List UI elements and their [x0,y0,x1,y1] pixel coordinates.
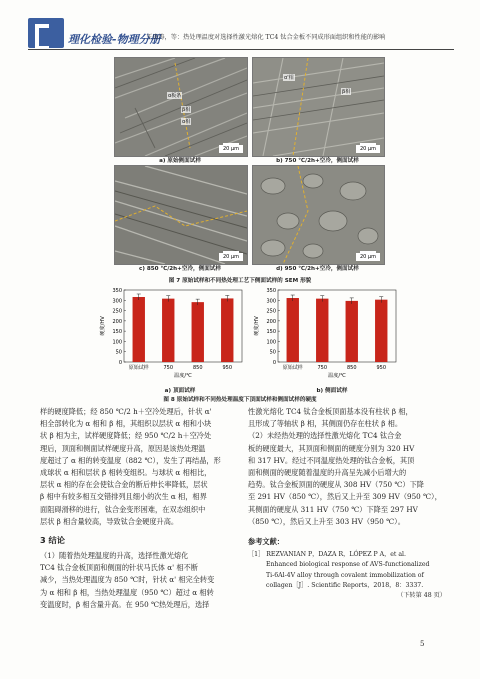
y-tick-label: 50 [269,349,276,356]
x-tick-label: 950 [222,365,233,371]
y-tick-label: 300 [266,298,276,305]
y-tick-label: 0 [118,360,122,366]
text-line: 和 317 HV。经过不同温度热处理的钛合金板，其顶 [248,455,415,465]
text-line: 减少，当热处理温度为 850 ℃时，针状 α' 相完全转变 [40,575,215,585]
y-tick-label: 200 [266,318,276,325]
sem-panel-a [114,57,248,157]
x-tick-label: 750 [317,365,328,371]
x-tick-label: 原始试样 [128,365,149,371]
text-line: 样的硬度降低；经 850 ℃/2 h＋空冷处理后，针状 α' [40,407,212,416]
caption-panel-a: a) 原始侧面试样 [159,158,201,164]
text-line: （1）随着热处理温度的升高，选择性激光熔化 [40,551,189,561]
section-title: 3 结论 [40,535,65,546]
chart-svg [250,286,400,384]
scale-bar: 20 μm [219,145,243,153]
text-line: （下转第 48 页） [397,592,446,600]
bar [192,302,204,362]
text-line: 趋势。钛合金板顶面的硬度从 308 HV（750 ℃）下降 [248,480,424,490]
y-tick-label: 50 [115,349,122,356]
y-tick-label: 0 [272,360,276,366]
text-line: （850 ℃），然后又上升至 303 HV（950 ℃）。 [248,516,405,526]
caption-panel-c: c) 850 ℃/2h+空冷，侧面试样 [139,266,221,272]
y-tick-label: 100 [112,339,122,346]
conclusion-paragraph [40,550,236,611]
text-line: Enhanced biological response of AVS-functionalized [266,561,430,569]
figure8-caption: 图 8 原始试样和不同热处理温度下顶面试样和侧面试样的硬度 [163,397,317,403]
bar [346,301,358,362]
y-tick-label: 150 [266,329,276,336]
y-tick-label: 150 [112,329,122,336]
reference-list [248,550,446,601]
caption-panel-d: d) 950 ℃/2h+空冷，侧面试样 [276,266,359,272]
chart-side-surface [250,286,400,384]
y-tick-label: 300 [112,298,122,305]
sem-panel-d [252,165,385,265]
text-line: 为 α 相和 β 相，当热处理温度（950 ℃）超过 α 相转 [40,587,214,597]
y-tick-label: 250 [112,308,122,315]
text-line: Ti-6Al-4V alloy through covalent immobilization of [266,571,424,579]
y-tick-label: 200 [112,318,122,325]
y-axis-label: 硬度/HV [100,316,106,336]
label-alpha-lath: α板条 [168,93,182,99]
y-axis-label: 硬度/HV [254,316,260,336]
running-title: 王贵涛，等：热处理温度对选择性激光熔化 TC4 钛合金板不同成形面组织和性能的影响 [146,34,386,41]
text-line: 其侧面的硬度从 311 HV（750 ℃）下降至 297 HV [248,504,418,514]
body-paragraph [248,406,446,528]
y-tick-label: 250 [266,308,276,315]
text-line: 至 291 HV（850 ℃），然后又上升至 309 HV（950 ℃）， [248,492,442,502]
x-tick-label: 850 [192,365,203,371]
scale-bar: 20 μm [356,253,380,261]
caption-panel-b: b) 750 ℃/2h+空冷，侧面试样 [276,158,359,164]
text-line: ［1］ REZVANIAN P，DAZA R，LÓPEZ P A，et al. [248,551,407,559]
left-column [40,406,236,611]
text-line: 层状 β 相含量较高，导致钛合金硬度升高。 [40,516,179,526]
right-column [248,406,446,602]
bar [162,299,174,362]
body-paragraph [40,406,236,528]
caption-chart-a: a) 顶面试样 [164,388,196,394]
chart-top-surface [96,286,246,384]
x-tick-label: 原始试样 [282,365,303,371]
x-axis-label: 温度/℃ [174,373,192,379]
x-tick-label: 950 [376,365,387,371]
text-line: 面和侧面的硬度随着温度的升高呈先减小后增大的 [248,468,407,478]
caption-chart-b: b) 侧面试样 [316,388,348,394]
text-line: 面阻碍滑移的进行，钛合金变形困难，在双态组织中 [40,504,206,514]
text-line: 成球状 α 相和层状 β 相转变组织。与球状 α 相相比， [40,468,212,478]
label-alpha-prime: α'相 [284,75,294,81]
text-line: 状 β 相为主，试样硬度降低；经 950 ℃/2 h＋空冷处 [40,431,212,441]
text-line: 度超过了 α 相的转变温度（882 ℃），发生了再结晶，形 [40,455,221,465]
text-line: 理后，顶面和侧面试样硬度升高，原因是该热处理温 [40,443,206,453]
text-line: 层状 α 相的存在会使钛合金的断后伸长率降低，层状 [40,480,208,490]
scale-bar: 20 μm [356,145,380,153]
label-beta: β相 [342,89,351,95]
text-line: collagen［J］. Scientific Reports，2018，8：3337. [266,581,424,589]
y-tick-label: 350 [112,288,122,294]
sem-panel-c [114,165,248,265]
header-rule [28,49,454,50]
journal-name: 理化检验-物理分册 [68,33,161,46]
text-line: 变温度时，β 相含量升高。在 950 ℃热处理后，选择 [40,599,210,609]
x-tick-label: 850 [346,365,357,371]
journal-logo [28,18,64,48]
label-beta: β相 [182,107,191,113]
bar [375,300,387,362]
scale-bar: 20 μm [219,253,243,261]
text-line: TC4 钛合金板顶面和侧面的针状马氏体 α' 相不断 [40,563,198,573]
references-title: 参考文献： [248,537,284,547]
text-line: 板的硬度最大，其顶面和侧面的硬度分别为 320 HV [248,443,415,453]
y-tick-label: 100 [266,339,276,346]
x-tick-label: 750 [163,365,174,371]
sem-panel-b [252,57,385,157]
figure7-caption: 图 7 原始试样和不同热处理工艺下侧面试样的 SEM 形貌 [168,278,312,284]
chart-svg [96,286,246,384]
label-alpha: α相 [182,119,191,125]
text-line: 且形成了等轴状 β 相，其侧面仍存在柱状 β 相。 [248,419,403,429]
bar [221,298,233,362]
x-axis-label: 温度/℃ [328,373,346,379]
bar [316,299,328,362]
page-number: 5 [420,640,425,648]
text-line: 相全部转化为 α 相和 β 相，其组织以层状 α 相和小块 [40,419,212,429]
bar [287,298,299,362]
text-line: （2）未经热处理的选择性激光熔化 TC4 钛合金 [248,431,402,441]
text-line: 性激光熔化 TC4 钛合金板顶面基本没有柱状 β 相， [248,407,413,416]
y-tick-label: 350 [266,288,276,294]
text-line: β 相中有较多相互交错排列且细小的次生 α 相，相界 [40,492,207,502]
bar [133,297,145,362]
